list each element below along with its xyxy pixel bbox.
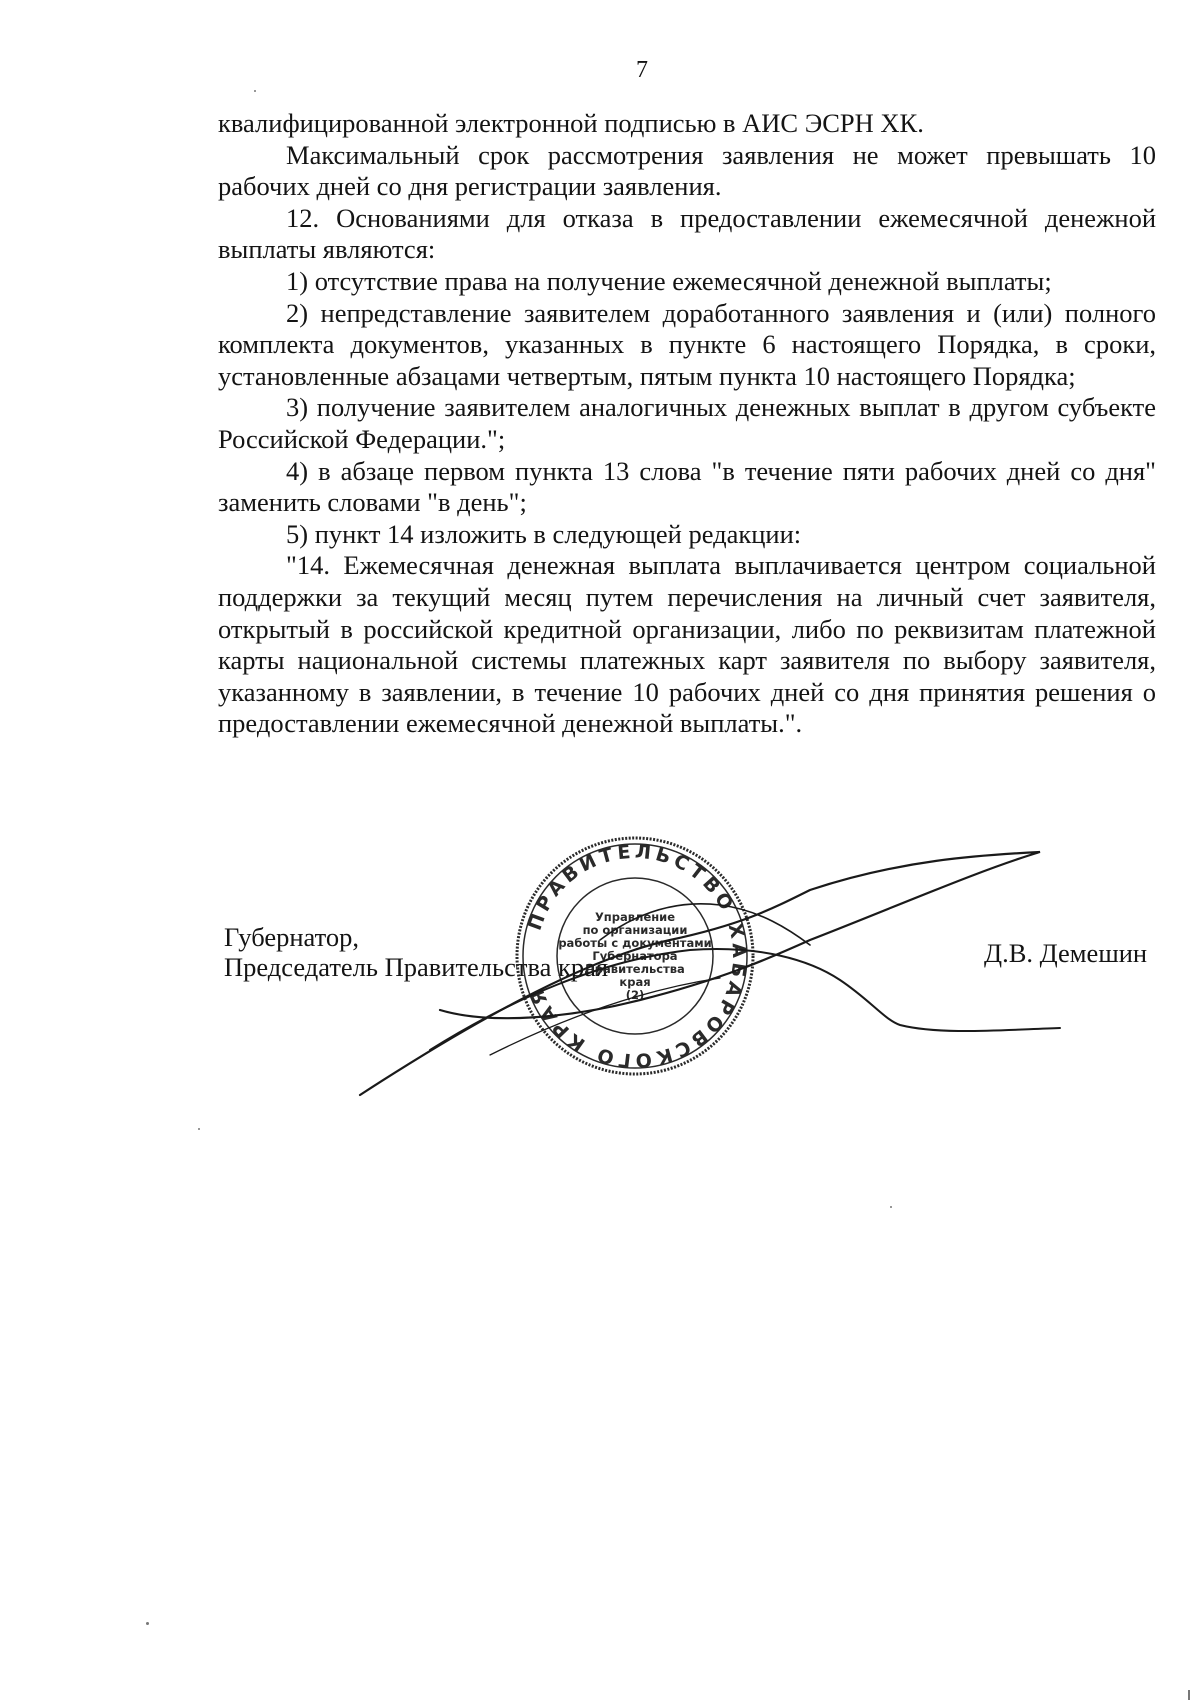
seal-center-line: по организации	[582, 923, 688, 937]
paragraph-5: 2) непредставление заявителем доработанного заявления и (или) полного комплекта документов, указанных в пункте 6 настоящего Порядка, в сроки, установленные абзацами четвертым, пятым пункта 10 настоящего Порядка;	[218, 297, 1156, 391]
body-text	[218, 108, 1156, 740]
paragraph-6: 3) получение заявителем аналогичных денежных выплат в другом субъекте Российской Федерации.";	[218, 392, 1156, 454]
seal-center-line: (2)	[625, 988, 645, 1002]
signatory-position-line-2: Председатель Правительства края	[224, 952, 609, 982]
paragraph-2: Максимальный срок рассмотрения заявления не может превышать 10 рабочих дней со дня регистрации заявления.	[218, 139, 1156, 202]
scan-speck	[254, 90, 256, 92]
paragraph-3: 12. Основаниями для отказа в предоставлении ежемесячной денежной выплаты являются:	[218, 202, 1156, 265]
scan-speck	[146, 1622, 149, 1625]
seal-center-line: Правительства	[585, 962, 685, 976]
signatory-position-line-1: Губернатор,	[224, 922, 359, 952]
paragraph-8: 5) пункт 14 изложить в следующей редакции:	[286, 518, 802, 549]
paragraph-9: "14. Ежемесячная денежная выплата выплачивается центром социальной поддержки за текущий месяц путем перечисления на личный счет заявителя, открытый в российской кредитной организации, либо по реквизитам платежной карты национальной системы платежных карт заявителя по выбору заявителя, указанному в заявлении, в течение 10 рабочих дней со дня принятия решения о предоставлении ежемесячной денежной выплаты.".	[218, 550, 1156, 739]
seal-center-line: Губернатора	[592, 949, 678, 963]
handwritten-signature	[340, 850, 1080, 1100]
scan-speck	[198, 1128, 200, 1130]
seal-center-line: края	[619, 975, 651, 989]
paragraph-7: 4) в абзаце первом пункта 13 слова "в течение пяти рабочих дней со дня" заменить словами "в день";	[218, 455, 1156, 518]
paragraph-4: 1) отсутствие права на получение ежемесячной денежной выплаты;	[286, 265, 1052, 296]
svg-text:ПРАВИТЕЛЬСТВО ХАБАРОВСКОГО КРА: ПРАВИТЕЛЬСТВО ХАБАРОВСКОГО КРАЯ	[523, 840, 751, 1072]
page-number: 7	[636, 57, 648, 83]
paragraph-1: квалифицированной электронной подписью в АИС ЭСРН ХК.	[218, 108, 924, 138]
seal-center-line: работы с документами	[558, 936, 712, 950]
scan-speck	[890, 1206, 892, 1208]
signatory-name: Д.В. Демешин	[984, 938, 1148, 968]
seal-center-line: Управление	[594, 910, 676, 924]
scan-speck	[1188, 1690, 1190, 1700]
